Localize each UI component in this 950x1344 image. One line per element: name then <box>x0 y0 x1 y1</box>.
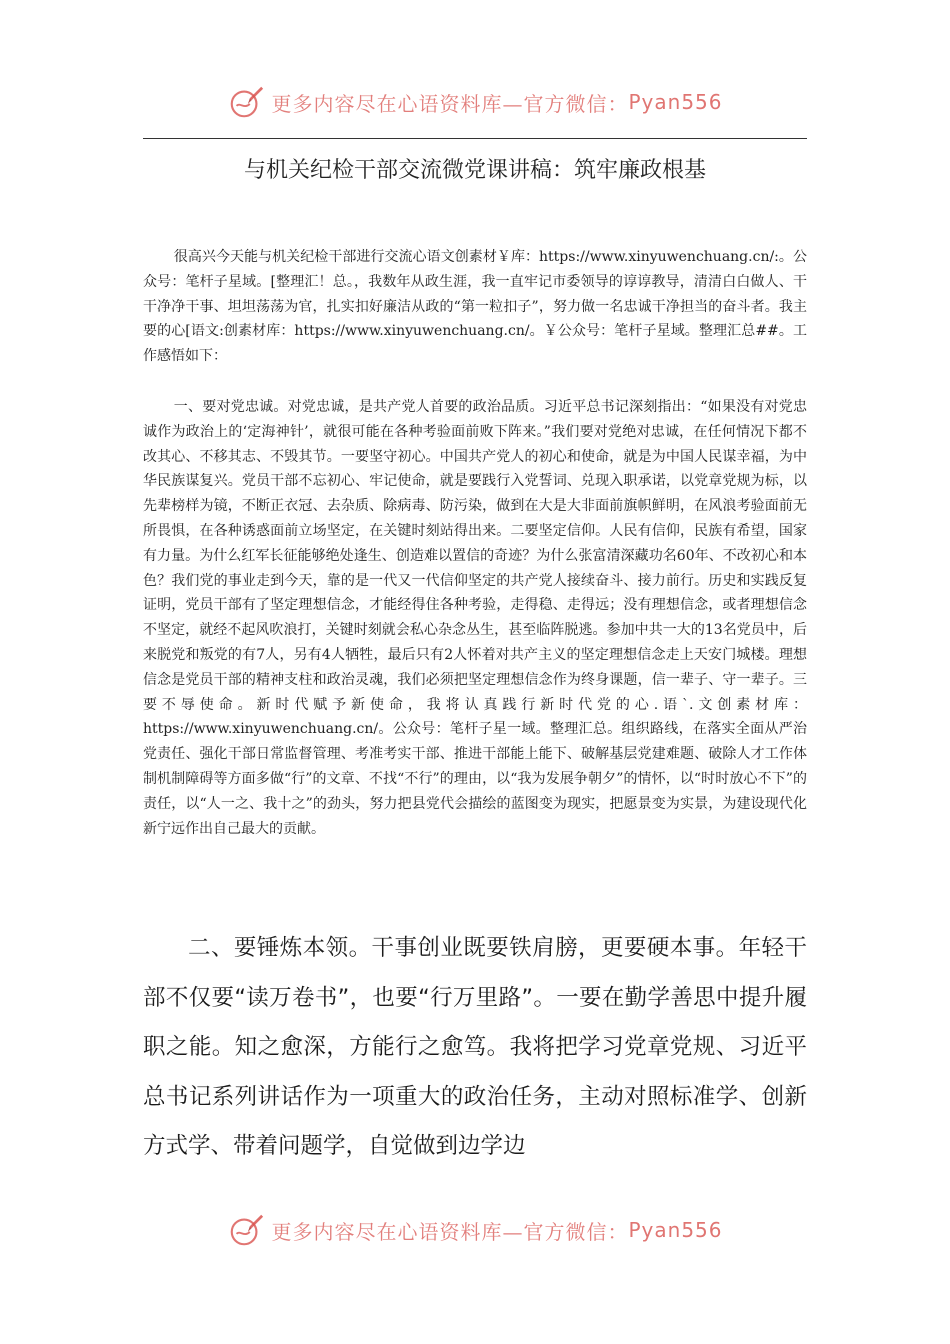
section-two-block <box>143 924 807 1172</box>
watermark-text: 更多内容尽在心语资料库—官方微信： <box>271 91 629 116</box>
header-divider <box>143 138 807 139</box>
section-one-block <box>143 395 807 841</box>
pen-logo-icon <box>227 83 265 121</box>
pen-logo-icon <box>227 1211 265 1249</box>
watermark-wechat-id: Pyan556 <box>628 1218 723 1242</box>
intro-paragraph: 很高兴今天能与机关纪检干部进行交流心语文创素材￥库：https://www.xinyuwenchuang.cn/:。公众号：笔杆子星域。[整理汇！总。，我数年从政生涯，我一直牢记市委领导的谆谆教导，清清白白做人、干干净净干事、坦坦荡荡为官，扎实扣好廉洁从政的“第一粒扣子”，努力做一名忠诚干净担当的奋斗者。我主要的心[语文:创素材库：https://www.xinyuwenchuang.cn/。￥公众号：笔杆子星域。整理汇总##。工作感悟如下： <box>143 249 807 365</box>
section-two-paragraph: 二、要锤炼本领。干事创业既要铁肩膀，更要硬本事。年轻干部不仅要“读万卷书”，也要“行万里路”。一要在勤学善思中提升履职之能。知之愈深，方能行之愈笃。我将把学习党章党规、习近平总书记系列讲话作为一项重大的政治任务，主动对照标准学、创新方式学、带着问题学，自觉做到边学边 <box>143 935 807 1159</box>
footer-watermark <box>0 1208 950 1252</box>
section-one-paragraph: 一、要对党忠诚。对党忠诚，是共产党人首要的政治品质。习近平总书记深刻指出：“如果没有对党忠诚作为政治上的‘定海神针’，就很可能在各种考验面前败下阵来。”我们要对党绝对忠诚，在任何情况下都不改其心、不移其志、不毁其节。一要坚守初心。中国共产党人的初心和使命，就是为中国人民谋幸福，为中华民族谋复兴。党员干部不忘初心、牢记使命，就是要践行入党誓词、兑现入职承诺，以党章党规为标，以先辈榜样为镜，不断正衣冠、去杂质、除病毒、防污染，做到在大是大非面前旗帜鲜明，在风浪考验面前无所畏惧，在各种诱惑面前立场坚定，在关键时刻站得出来。二要坚定信仰。人民有信仰，民族有希望，国家有力量。为什么红军长征能够绝处逢生、创造难以置信的奇迹？为什么张富清深藏功名60年、不改初心和本色？我们党的事业走到今天，靠的是一代又一代信仰坚定的共产党人接续奋斗、接力前行。历史和实践反复证明，党员干部有了坚定理想信念，才能经得住各种考验，走得稳、走得远；没有理想信念，或者理想信念不坚定，就经不起风吹浪打，关键时刻就会私心杂念丛生，甚至临阵脱逃。参加中共一大的13名党员中，后来脱党和叛党的有7人，另有4人牺牲，最后只有2人怀着对共产主义的坚定理想信念走上天安门城楼。理想信念是党员干部的精神支柱和政治灵魂，我们必须把坚定理想信念作为终身课题，信一辈子、守一辈子。三要不辱使命。新时代赋予新使命，我将认真践行新时代党的心.语`.文创素材库：https://www.xinyuwenchuang.cn/。公众号：笔杆子星一域。整理汇总。组织路线，在落实全面从严治党责任、强化干部日常监督管理、考准考实干部、推进干部能上能下、破解基层党建难题、破除人才工作体制机制障碍等方面多做“行”的文章、不找“不行”的理由，以“我为发展争朝夕”的情怀，以“时时放心不下”的责任，以“人一之、我十之”的劲头，努力把县党代会描绘的蓝图变为现实，把愿景变为实景，为建设现代化新宁远作出自己最大的贡献。 <box>143 399 807 837</box>
watermark-text: 更多内容尽在心语资料库—官方微信： <box>271 1219 629 1244</box>
document-title: 与机关纪检干部交流微党课讲稿：筑牢廉政根基 <box>243 158 706 183</box>
header-watermark <box>0 80 950 124</box>
intro-paragraph-block <box>143 245 807 369</box>
watermark-wechat-id: Pyan556 <box>628 90 723 114</box>
